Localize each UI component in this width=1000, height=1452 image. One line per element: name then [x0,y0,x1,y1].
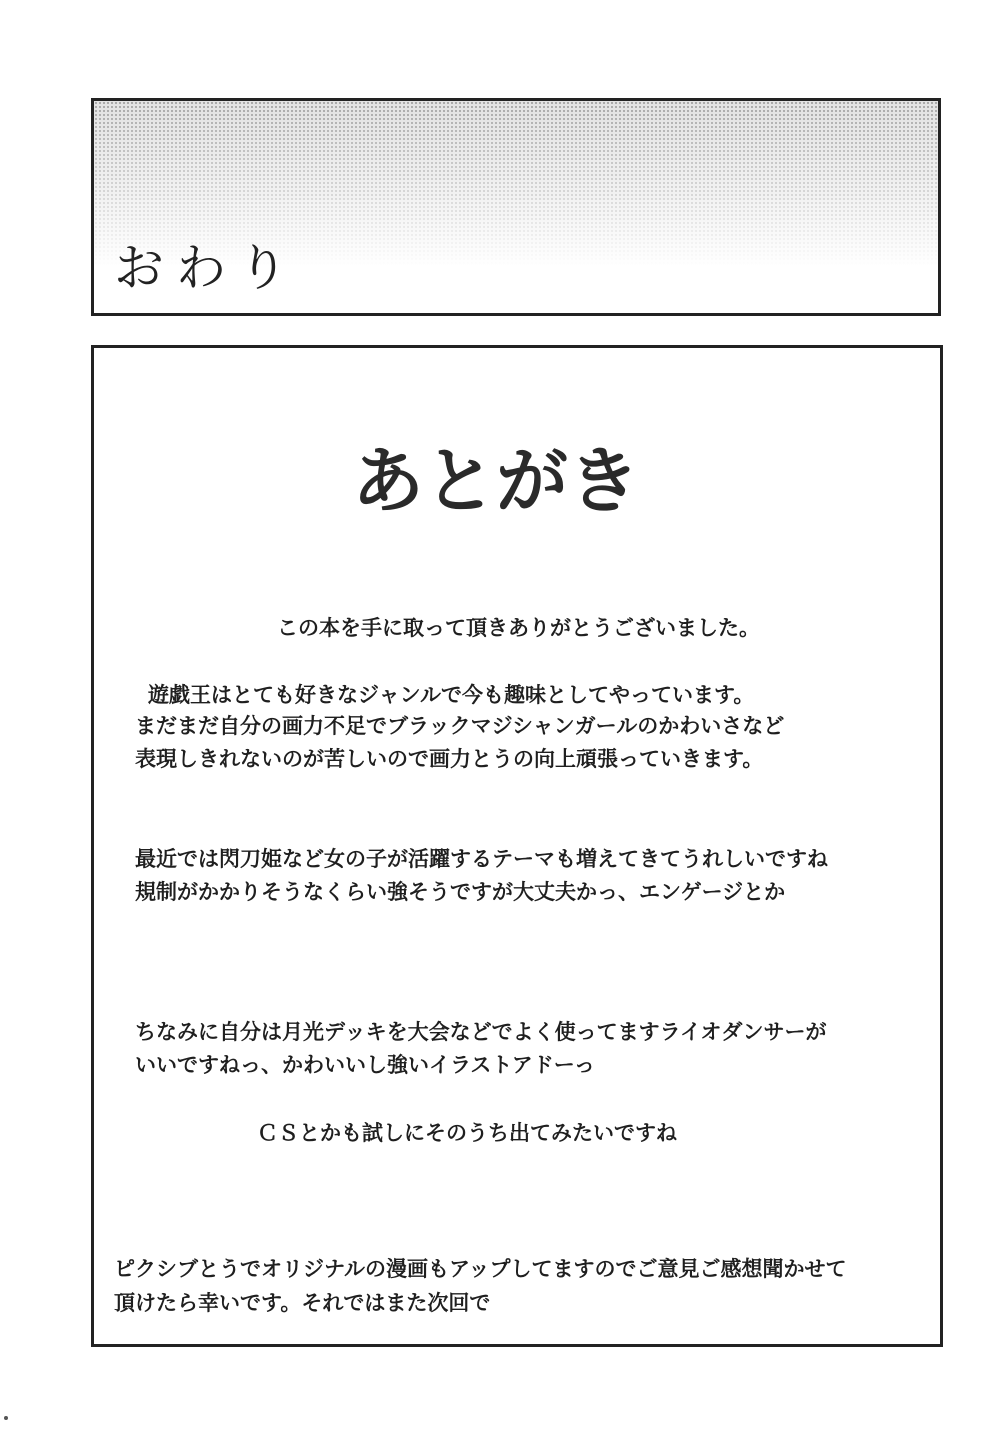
afterword-line-deck: ちなみに自分は月光デッキを大会などでよく使ってますライオダンサーが [135,1020,827,1044]
afterword-line-skill: まだまだ自分の画力不足でブラックマジシャンガールのかわいさなど [135,714,785,738]
afterword-line-cute: いいですねっ、かわいいし強いイラストアドーっ [135,1053,595,1077]
afterword-panel [91,345,943,1347]
scan-speck [4,1416,8,1420]
afterword-title: あとがき [352,439,641,523]
afterword-line-cs: ＣＳとかも試しにそのうち出てみたいですね [257,1121,677,1145]
afterword-line-thanks: この本を手に取って頂きありがとうございました。 [277,616,760,640]
afterword-line-yugioh: 遊戯王はとても好きなジャンルで今も趣味としてやっています。 [148,683,755,707]
ending-label: おわり [114,239,300,297]
ending-panel [91,98,941,316]
afterword-line-closing: 頂けたら幸いです。それではまた次回で [114,1291,491,1315]
afterword-line-regulation: 規制がかかりそうなくらい強そうですが大丈夫かっ、エンゲージとか [135,880,786,904]
afterword-line-pixiv: ピクシブとうでオリジナルの漫画もアップしてますのでご意見ご感想聞かせて [114,1257,847,1281]
afterword-line-improve: 表現しきれないのが苦しいので画力とうの向上頑張っていきます。 [135,747,764,771]
afterword-line-recent: 最近では閃刀姫など女の子が活躍するテーマも増えてきてうれしいですね [135,847,828,871]
